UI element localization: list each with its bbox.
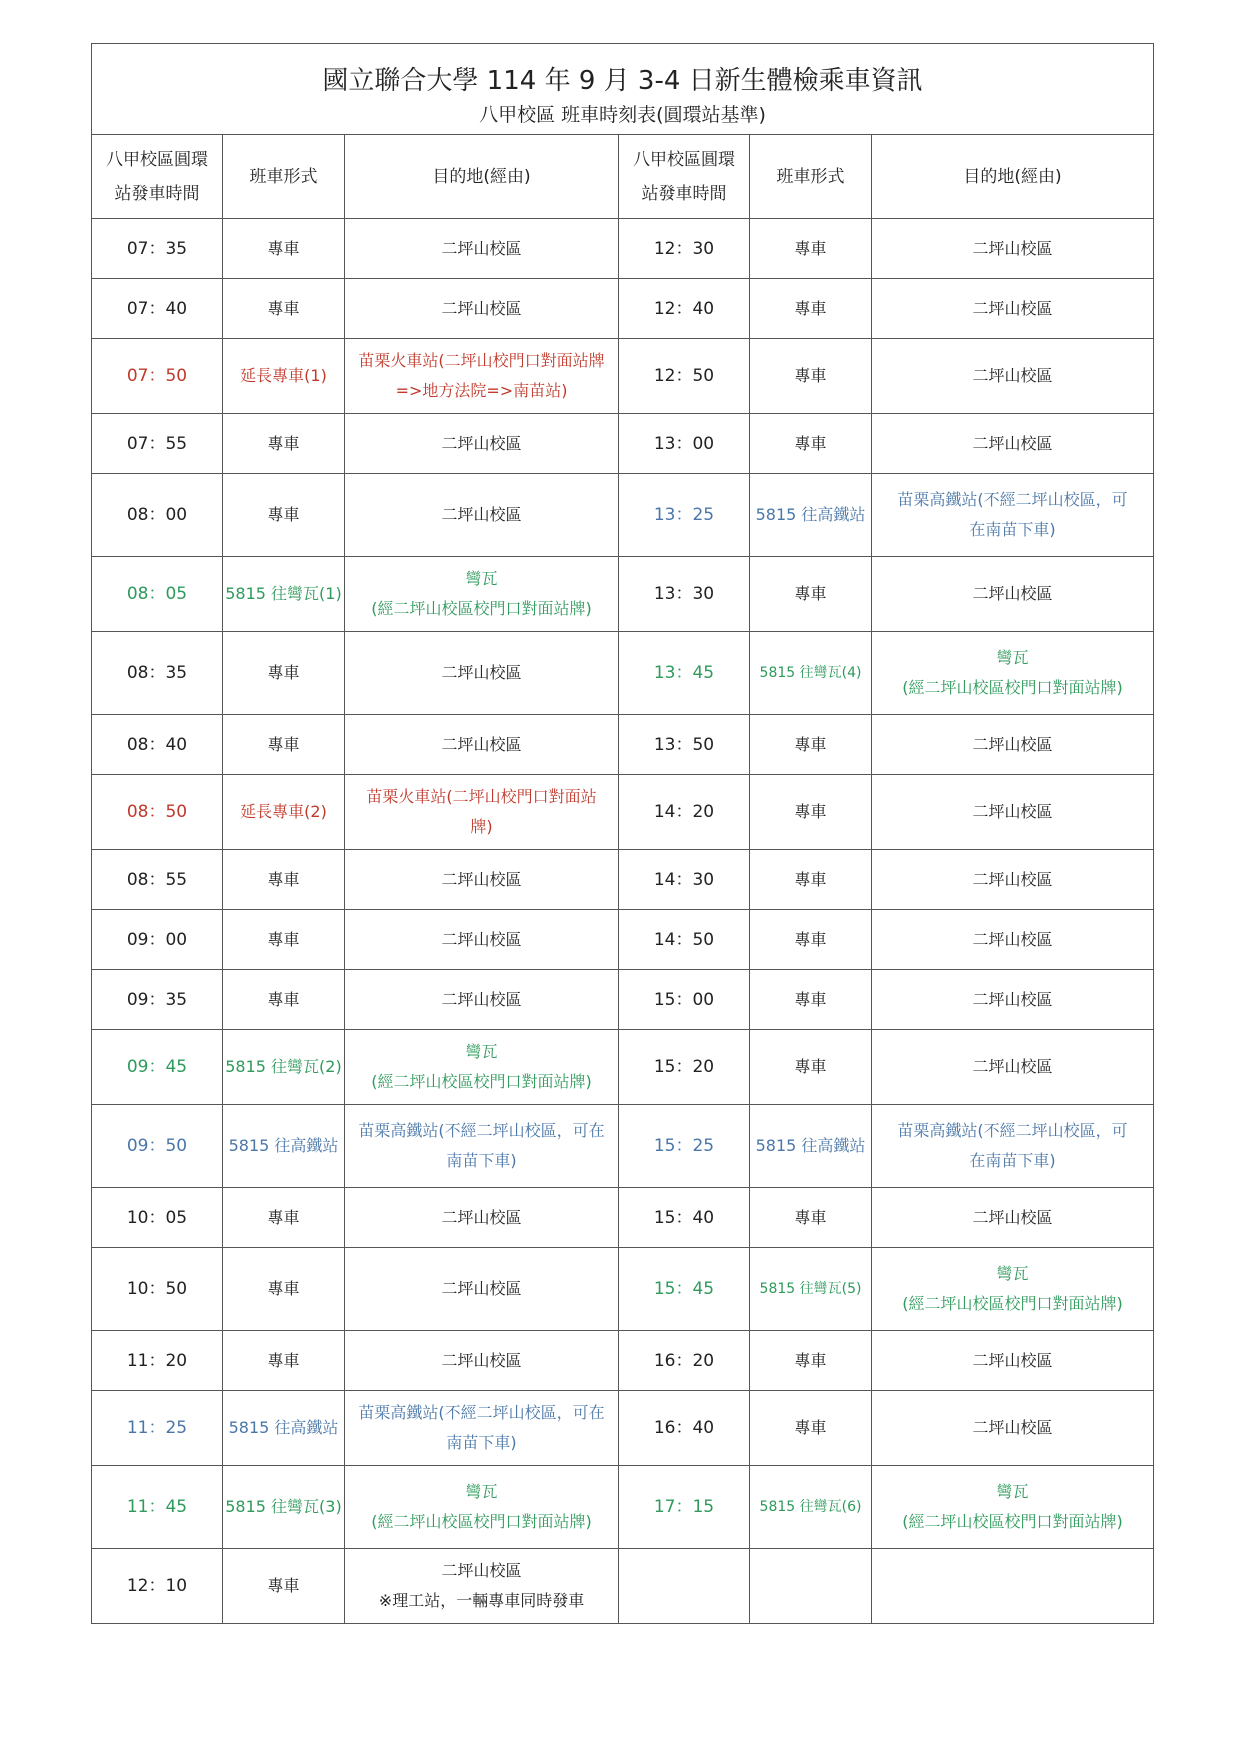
destination-line1: 彎瓦	[465, 1482, 498, 1501]
destination-right	[872, 775, 1154, 850]
destination-line1: 二坪山校區	[441, 989, 522, 1009]
bus-type-right: 專車	[750, 1188, 872, 1248]
destination-left	[345, 1030, 619, 1105]
table-row	[92, 1391, 1154, 1466]
destination-left	[345, 1188, 619, 1248]
departure-time-right: 15：40	[619, 1188, 750, 1248]
departure-time-left: 07：40	[92, 279, 223, 339]
departure-time-left: 09：00	[92, 910, 223, 970]
destination-line1: 二坪山校區	[972, 802, 1053, 821]
departure-time-left: 08：40	[92, 715, 223, 775]
table-row	[92, 910, 1154, 970]
destination-line1: 二坪山校區	[441, 929, 522, 949]
bus-type-right: 專車	[750, 1331, 872, 1391]
table-row	[92, 339, 1154, 414]
bus-type-left: 延長專車(1)	[223, 339, 345, 414]
table-row	[92, 1105, 1154, 1188]
destination-line1: 二坪山校區	[441, 298, 522, 318]
destination-line1: 二坪山校區	[972, 929, 1053, 949]
destination-right	[872, 1549, 1154, 1624]
destination-line1: 二坪山校區	[441, 1279, 522, 1298]
bus-type-right: 專車	[750, 339, 872, 414]
departure-time-right: 14：50	[619, 910, 750, 970]
departure-time-left: 10：05	[92, 1188, 223, 1248]
header-bus-type-left: 班車形式	[223, 135, 345, 219]
departure-time-left: 08：55	[92, 850, 223, 910]
destination-left	[345, 557, 619, 632]
table-row	[92, 1030, 1154, 1105]
bus-type-left: 專車	[223, 850, 345, 910]
destination-line1: 二坪山校區	[441, 734, 522, 754]
bus-type-left: 5815 往高鐵站	[223, 1105, 345, 1188]
departure-time-right: 15：00	[619, 970, 750, 1030]
departure-time-left: 11：25	[92, 1391, 223, 1466]
destination-right	[872, 1248, 1154, 1331]
bus-type-right: 5815 往彎瓦(4)	[750, 632, 872, 715]
departure-time-left: 10：50	[92, 1248, 223, 1331]
bus-type-right: 專車	[750, 1391, 872, 1466]
destination-left	[345, 1248, 619, 1331]
destination-line1: 二坪山校區	[441, 433, 522, 453]
bus-type-right: 專車	[750, 850, 872, 910]
departure-time-right: 13：50	[619, 715, 750, 775]
header-time-line2: 站發車時間	[114, 183, 200, 204]
destination-left	[345, 1549, 619, 1624]
table-row	[92, 715, 1154, 775]
destination-line1: 彎瓦	[996, 1264, 1029, 1283]
departure-time-right: 12：30	[619, 219, 750, 279]
destination-line1: 苗栗火車站(二坪山校門口對面站牌	[358, 351, 605, 370]
header-time-line1: 八甲校區圓環	[633, 149, 735, 170]
destination-line1: 二坪山校區	[441, 505, 522, 524]
header-destination-right: 目的地(經由)	[872, 135, 1154, 219]
departure-time-right: 17：15	[619, 1466, 750, 1549]
header-time-line2: 站發車時間	[641, 183, 727, 204]
departure-time-right: 16：20	[619, 1331, 750, 1391]
departure-time-right	[619, 1549, 750, 1624]
bus-type-left: 專車	[223, 1331, 345, 1391]
bus-type-right	[750, 1549, 872, 1624]
table-row	[92, 1248, 1154, 1331]
destination-line1: 彎瓦	[465, 1042, 498, 1061]
destination-left	[345, 850, 619, 910]
departure-time-right: 15：25	[619, 1105, 750, 1188]
header-bus-type-right: 班車形式	[750, 135, 872, 219]
destination-left	[345, 414, 619, 474]
bus-type-right: 5815 往彎瓦(5)	[750, 1248, 872, 1331]
destination-line1: 二坪山校區	[972, 1418, 1053, 1437]
destination-left	[345, 1391, 619, 1466]
destination-right	[872, 850, 1154, 910]
destination-line1: 二坪山校區	[972, 869, 1053, 889]
destination-left	[345, 474, 619, 557]
schedule-table	[91, 43, 1154, 1624]
departure-time-left: 07：50	[92, 339, 223, 414]
destination-left	[345, 279, 619, 339]
table-row	[92, 1331, 1154, 1391]
bus-type-left: 專車	[223, 715, 345, 775]
destination-right	[872, 279, 1154, 339]
destination-line1: 二坪山校區	[972, 238, 1053, 258]
destination-line2: ※理工站，一輛專車同時發車	[378, 1591, 585, 1610]
destination-line1: 二坪山校區	[441, 1350, 522, 1370]
table-row	[92, 414, 1154, 474]
table-row	[92, 970, 1154, 1030]
bus-type-right: 專車	[750, 775, 872, 850]
destination-right	[872, 474, 1154, 557]
destination-line2: (經二坪山校區校門口對面站牌)	[371, 1072, 592, 1091]
table-row	[92, 1188, 1154, 1248]
destination-right	[872, 1105, 1154, 1188]
departure-time-right: 15：45	[619, 1248, 750, 1331]
bus-type-right: 專車	[750, 219, 872, 279]
departure-time-left: 07：55	[92, 414, 223, 474]
table-row	[92, 1466, 1154, 1549]
destination-right	[872, 1030, 1154, 1105]
bus-type-left: 專車	[223, 1248, 345, 1331]
departure-time-right: 13：30	[619, 557, 750, 632]
destination-right	[872, 910, 1154, 970]
destination-line2: 在南苗下車)	[969, 520, 1056, 539]
destination-right	[872, 219, 1154, 279]
destination-line1: 二坪山校區	[441, 1207, 522, 1227]
destination-line1: 二坪山校區	[441, 663, 522, 682]
departure-time-right: 12：50	[619, 339, 750, 414]
bus-type-left: 專車	[223, 970, 345, 1030]
departure-time-left: 09：35	[92, 970, 223, 1030]
header-destination-left: 目的地(經由)	[345, 135, 619, 219]
bus-type-left: 專車	[223, 1188, 345, 1248]
bus-type-left: 5815 往彎瓦(2)	[223, 1030, 345, 1105]
header-departure-time-right	[619, 135, 750, 219]
departure-time-right: 13：25	[619, 474, 750, 557]
destination-line1: 苗栗高鐵站(不經二坪山校區，可	[897, 490, 1128, 509]
departure-time-right: 14：30	[619, 850, 750, 910]
destination-line2: (經二坪山校區校門口對面站牌)	[371, 599, 592, 618]
destination-line1: 二坪山校區	[972, 433, 1053, 453]
destination-line1: 彎瓦	[996, 648, 1029, 667]
destination-left	[345, 632, 619, 715]
bus-type-right: 5815 往高鐵站	[750, 1105, 872, 1188]
departure-time-left: 07：35	[92, 219, 223, 279]
destination-left	[345, 970, 619, 1030]
bus-type-left: 5815 往彎瓦(3)	[223, 1466, 345, 1549]
bus-type-left: 5815 往高鐵站	[223, 1391, 345, 1466]
destination-right	[872, 414, 1154, 474]
destination-line1: 苗栗高鐵站(不經二坪山校區，可在	[358, 1403, 605, 1422]
bus-type-right: 5815 往彎瓦(6)	[750, 1466, 872, 1549]
bus-type-right: 專車	[750, 970, 872, 1030]
destination-line1: 苗栗高鐵站(不經二坪山校區，可在	[358, 1121, 605, 1140]
destination-line1: 二坪山校區	[972, 734, 1053, 754]
destination-left	[345, 715, 619, 775]
bus-type-left: 專車	[223, 474, 345, 557]
destination-line1: 二坪山校區	[972, 298, 1053, 318]
bus-type-left: 專車	[223, 910, 345, 970]
departure-time-left: 08：05	[92, 557, 223, 632]
destination-right	[872, 715, 1154, 775]
destination-line1: 二坪山校區	[972, 989, 1053, 1009]
destination-left	[345, 910, 619, 970]
destination-right	[872, 632, 1154, 715]
destination-line2: 南苗下車)	[446, 1151, 517, 1170]
table-row	[92, 775, 1154, 850]
destination-line2: =>地方法院=>南苗站)	[395, 381, 568, 400]
destination-line1: 苗栗高鐵站(不經二坪山校區，可	[897, 1121, 1128, 1140]
bus-type-right: 專車	[750, 910, 872, 970]
destination-line1: 二坪山校區	[441, 1561, 522, 1580]
destination-line1: 苗栗火車站(二坪山校門口對面站	[366, 787, 597, 806]
destination-right	[872, 970, 1154, 1030]
bus-type-right: 專車	[750, 1030, 872, 1105]
departure-time-left: 11：45	[92, 1466, 223, 1549]
departure-time-left: 08：35	[92, 632, 223, 715]
destination-line2: 在南苗下車)	[969, 1151, 1056, 1170]
departure-time-right: 13：00	[619, 414, 750, 474]
page-title: 國立聯合大學 114 年 9 月 3-4 日新生體檢乘車資訊	[92, 44, 1154, 103]
destination-left	[345, 1466, 619, 1549]
destination-line2: (經二坪山校區校門口對面站牌)	[371, 1512, 592, 1531]
destination-line1: 二坪山校區	[441, 238, 522, 258]
departure-time-left: 09：50	[92, 1105, 223, 1188]
destination-line1: 二坪山校區	[972, 584, 1053, 603]
destination-line2: (經二坪山校區校門口對面站牌)	[902, 1512, 1123, 1531]
destination-right	[872, 1331, 1154, 1391]
destination-line1: 彎瓦	[996, 1482, 1029, 1501]
table-row	[92, 850, 1154, 910]
destination-line2: (經二坪山校區校門口對面站牌)	[902, 1294, 1123, 1313]
destination-right	[872, 557, 1154, 632]
departure-time-left: 11：20	[92, 1331, 223, 1391]
departure-time-right: 16：40	[619, 1391, 750, 1466]
departure-time-right: 15：20	[619, 1030, 750, 1105]
bus-type-left: 5815 往彎瓦(1)	[223, 557, 345, 632]
departure-time-right: 13：45	[619, 632, 750, 715]
table-row	[92, 557, 1154, 632]
destination-left	[345, 339, 619, 414]
destination-right	[872, 1466, 1154, 1549]
table-row	[92, 1549, 1154, 1624]
table-row	[92, 219, 1154, 279]
bus-type-right: 專車	[750, 557, 872, 632]
bus-type-right: 5815 往高鐵站	[750, 474, 872, 557]
table-row	[92, 632, 1154, 715]
destination-left	[345, 1331, 619, 1391]
bus-type-left: 專車	[223, 279, 345, 339]
destination-line1: 二坪山校區	[972, 1057, 1053, 1076]
page-subtitle: 八甲校區 班車時刻表(圓環站基準)	[92, 102, 1154, 135]
departure-time-right: 12：40	[619, 279, 750, 339]
destination-right	[872, 339, 1154, 414]
table-row	[92, 474, 1154, 557]
destination-right	[872, 1391, 1154, 1466]
departure-time-left: 09：45	[92, 1030, 223, 1105]
bus-type-right: 專車	[750, 279, 872, 339]
departure-time-left: 08：00	[92, 474, 223, 557]
destination-line2: 牌)	[470, 817, 493, 836]
header-time-line1: 八甲校區圓環	[106, 149, 208, 170]
destination-line1: 二坪山校區	[972, 1207, 1053, 1227]
destination-left	[345, 219, 619, 279]
bus-type-right: 專車	[750, 715, 872, 775]
departure-time-left: 08：50	[92, 775, 223, 850]
destination-left	[345, 1105, 619, 1188]
header-departure-time-left	[92, 135, 223, 219]
destination-line1: 二坪山校區	[972, 1350, 1053, 1370]
destination-line2: 南苗下車)	[446, 1433, 517, 1452]
destination-line2: (經二坪山校區校門口對面站牌)	[902, 678, 1123, 697]
destination-left	[345, 775, 619, 850]
bus-type-left: 專車	[223, 414, 345, 474]
bus-type-left: 專車	[223, 632, 345, 715]
destination-line1: 二坪山校區	[441, 869, 522, 889]
bus-type-left: 延長專車(2)	[223, 775, 345, 850]
bus-type-right: 專車	[750, 414, 872, 474]
bus-type-left: 專車	[223, 1549, 345, 1624]
table-row	[92, 279, 1154, 339]
departure-time-left: 12：10	[92, 1549, 223, 1624]
bus-type-left: 專車	[223, 219, 345, 279]
destination-line1: 二坪山校區	[972, 366, 1053, 385]
departure-time-right: 14：20	[619, 775, 750, 850]
destination-right	[872, 1188, 1154, 1248]
destination-line1: 彎瓦	[465, 569, 498, 588]
